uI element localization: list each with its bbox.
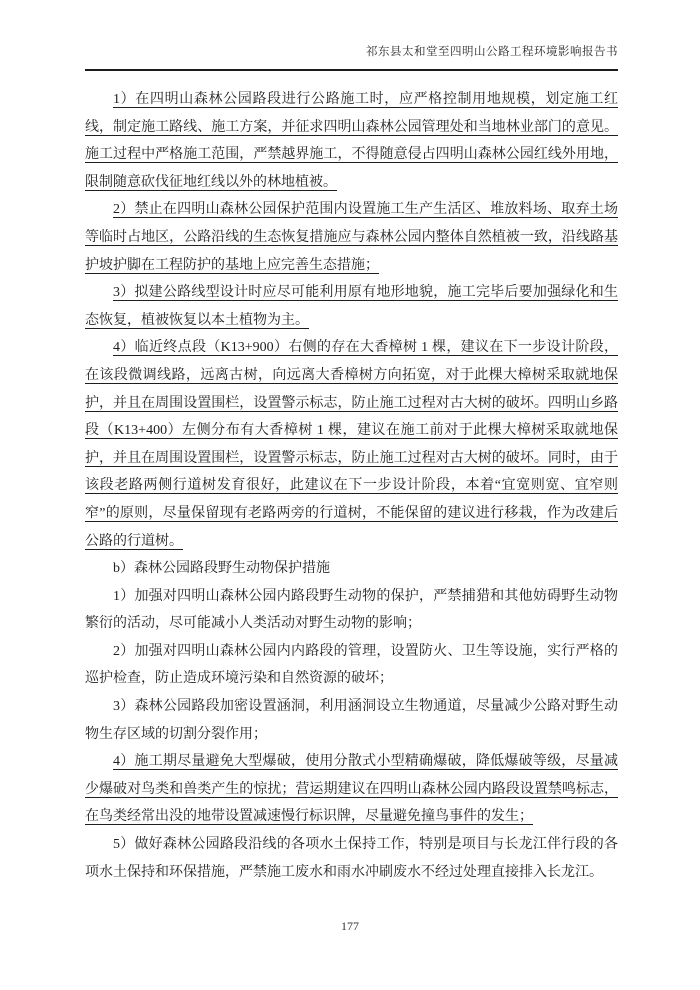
paragraph-1-forest-construction: 1）在四明山森林公园路段进行公路施工时，应严格控制用地规模，划定施工红线，制定施工路线、施工方案，并征求四明山森林公园管理处和当地林业部门的意见。施工过程中严格施工范围，严禁越界施工，不得随意侵占四明山森林公园红线外用地，限制随意砍伐征地红线以外的林地植被。 xyxy=(85,92,618,190)
page-footer xyxy=(0,919,700,934)
paragraph-3-alignment-design: 3）拟建公路线型设计时应尽可能利用原有地形地貌，施工完毕后要加强绿化和生态恢复，植被恢复以本土植物为主。 xyxy=(85,285,618,328)
paragraph-2-protection-zone: 2）禁止在四明山森林公园保护范围内设置施工生产生活区、堆放料场、取弃土场等临时占地区，公路沿线的生态恢复措施应与森林公园内整体自然植被一致，沿线路基护坡护脚在工程防护的基地上应完善生态措施； xyxy=(85,202,618,273)
page-number: 177 xyxy=(341,919,359,933)
paragraph-b1-wildlife-protection: 1）加强对四明山森林公园内路段野生动物的保护，严禁捕猎和其他妨碍野生动物繁衍的活动，尽可能减小人类活动对野生动物的影响； xyxy=(85,588,618,632)
document-body xyxy=(85,86,618,886)
paragraph-b4-blasting-control: 4）施工期尽量避免大型爆破，使用分散式小型精确爆破，降低爆破等级，尽量减少爆破对鸟类和兽类产生的惊扰；营运期建议在四明山森林公园内路段设置禁鸣标志，在鸟类经常出没的地带设置减速慢行标识牌，尽量避免撞鸟事件的发生； xyxy=(85,754,618,825)
page-header xyxy=(85,44,618,71)
paragraph-b2-park-management: 2）加强对四明山森林公园内内路段的管理，设置防火、卫生等设施，实行严格的巡护检查，防止造成环境污染和自然资源的破坏； xyxy=(85,643,618,687)
paragraph-b3-culvert-passages: 3）森林公园路段加密设置涵洞，利用涵洞设立生物通道，尽量减少公路对野生动物生存区域的切割分裂作用； xyxy=(85,699,618,742)
header-title: 祁东县太和堂至四明山公路工程环境影响报告书 xyxy=(366,46,618,58)
paragraph-4-camphor-trees: 4）临近终点段（K13+900）右侧的存在大香樟树 1 棵，建议在下一步设计阶段，在该段微调线路，远离古树，向远离大香樟树方向拓宽，对于此棵大樟树采取就地保护，并且在周围设置围栏，设置警示标志，防止施工过程对古大树的破坏。四明山乡路段（K13+400）左侧分布有大香樟树 1 棵，建议在施工前对于此棵大樟树采取就地保护，并且在周围设置围栏，设置警示标志，防止施工过程对古大树的破坏。同时，由于该段老路两侧行道树发育很好，此建议在下一步设计阶段，本着“宜宽则宽、宜窄则窄”的原则，尽量保留现有老路两旁的行道树，不能保留的建议进行移栽，作为改建后公路的行道树。 xyxy=(85,340,618,549)
section-heading-b-wildlife-protection: b）森林公园路段野生动物保护措施 xyxy=(113,561,330,577)
paragraph-b5-soil-water-conservation: 5）做好森林公园路段沿线的各项水土保持工作，特别是项目与长龙江伴行段的各项水土保持和环保措施，严禁施工废水和雨水冲刷废水不经过处理直接排入长龙江。 xyxy=(85,837,618,880)
